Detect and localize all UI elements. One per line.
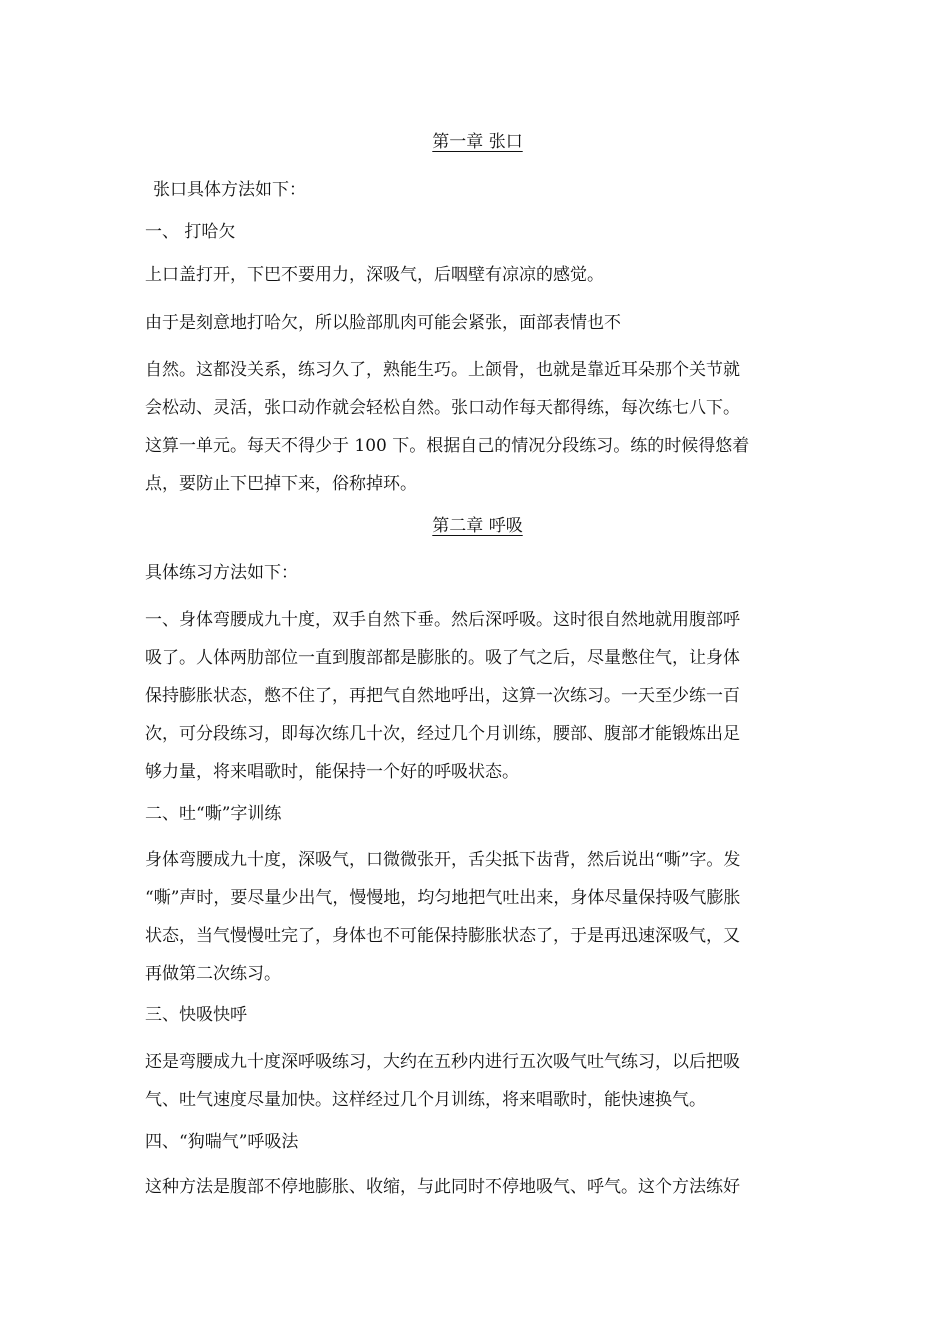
- section-2-heading: 二、吐“嘶”字训练: [145, 804, 282, 824]
- section-4-heading: 四、“狗喘气”呼吸法: [145, 1132, 299, 1152]
- section-2-line: 再做第二次练习。: [145, 964, 281, 984]
- section-2-line: 状态，当气慢慢吐完了，身体也不可能保持膨胀状态了，于是再迅速深吸气，又: [145, 926, 740, 946]
- section-3-line: 气、吐气速度尽量加快。这样经过几个月训练，将来唱歌时，能快速换气。: [145, 1090, 706, 1110]
- section-1-heading: 一、 打哈欠: [145, 222, 236, 242]
- section-1-line: 一、身体弯腰成九十度，双手自然下垂。然后深呼吸。这时很自然地就用腹部呼: [145, 610, 740, 630]
- section-2-line: 身体弯腰成九十度，深吸气，口微微张开，舌尖抵下齿背，然后说出“嘶”字。发: [145, 850, 741, 870]
- section-4-line: 这种方法是腹部不停地膨胀、收缩，与此同时不停地吸气、呼气。这个方法练好: [145, 1177, 740, 1197]
- section-1-line: 吸了。人体两肋部位一直到腹部都是膨胀的。吸了气之后，尽量憋住气，让身体: [145, 648, 740, 668]
- paragraph-1: 上口盖打开，下巴不要用力，深吸气，后咽壁有凉凉的感觉。: [145, 265, 604, 285]
- section-1-line: 保持膨胀状态，憋不住了，再把气自然地呼出，这算一次练习。一天至少练一百: [145, 686, 740, 706]
- paragraph-3-line: 会松动、灵活，张口动作就会轻松自然。张口动作每天都得练，每次练七八下。: [145, 398, 740, 418]
- paragraph-3-line: 自然。这都没关系，练习久了，熟能生巧。上颌骨，也就是靠近耳朵那个关节就: [145, 360, 740, 380]
- chapter-2-title: 第二章 呼吸: [432, 516, 523, 536]
- chapter-1-title: 第一章 张口: [432, 132, 523, 152]
- chapter-1-intro: 张口具体方法如下：: [153, 180, 306, 200]
- chapter-2-intro: 具体练习方法如下：: [145, 563, 298, 583]
- paragraph-3-line: 这算一单元。每天不得少于 100 下。根据自己的情况分段练习。练的时候得悠着: [145, 436, 750, 456]
- section-2-line: “嘶”声时，要尽量少出气，慢慢地，均匀地把气吐出来，身体尽量保持吸气膨胀: [145, 888, 741, 908]
- section-3-heading: 三、快吸快呼: [145, 1005, 247, 1025]
- paragraph-3-line: 点，要防止下巴掉下来，俗称掉环。: [145, 474, 417, 494]
- section-1-line: 够力量，将来唱歌时，能保持一个好的呼吸状态。: [145, 762, 519, 782]
- paragraph-2: 由于是刻意地打哈欠，所以脸部肌肉可能会紧张，面部表情也不: [145, 313, 621, 333]
- section-3-line: 还是弯腰成九十度深呼吸练习，大约在五秒内进行五次吸气吐气练习，以后把吸: [145, 1052, 740, 1072]
- section-1-line: 次，可分段练习，即每次练几十次，经过几个月训练，腰部、腹部才能锻炼出足: [145, 724, 740, 744]
